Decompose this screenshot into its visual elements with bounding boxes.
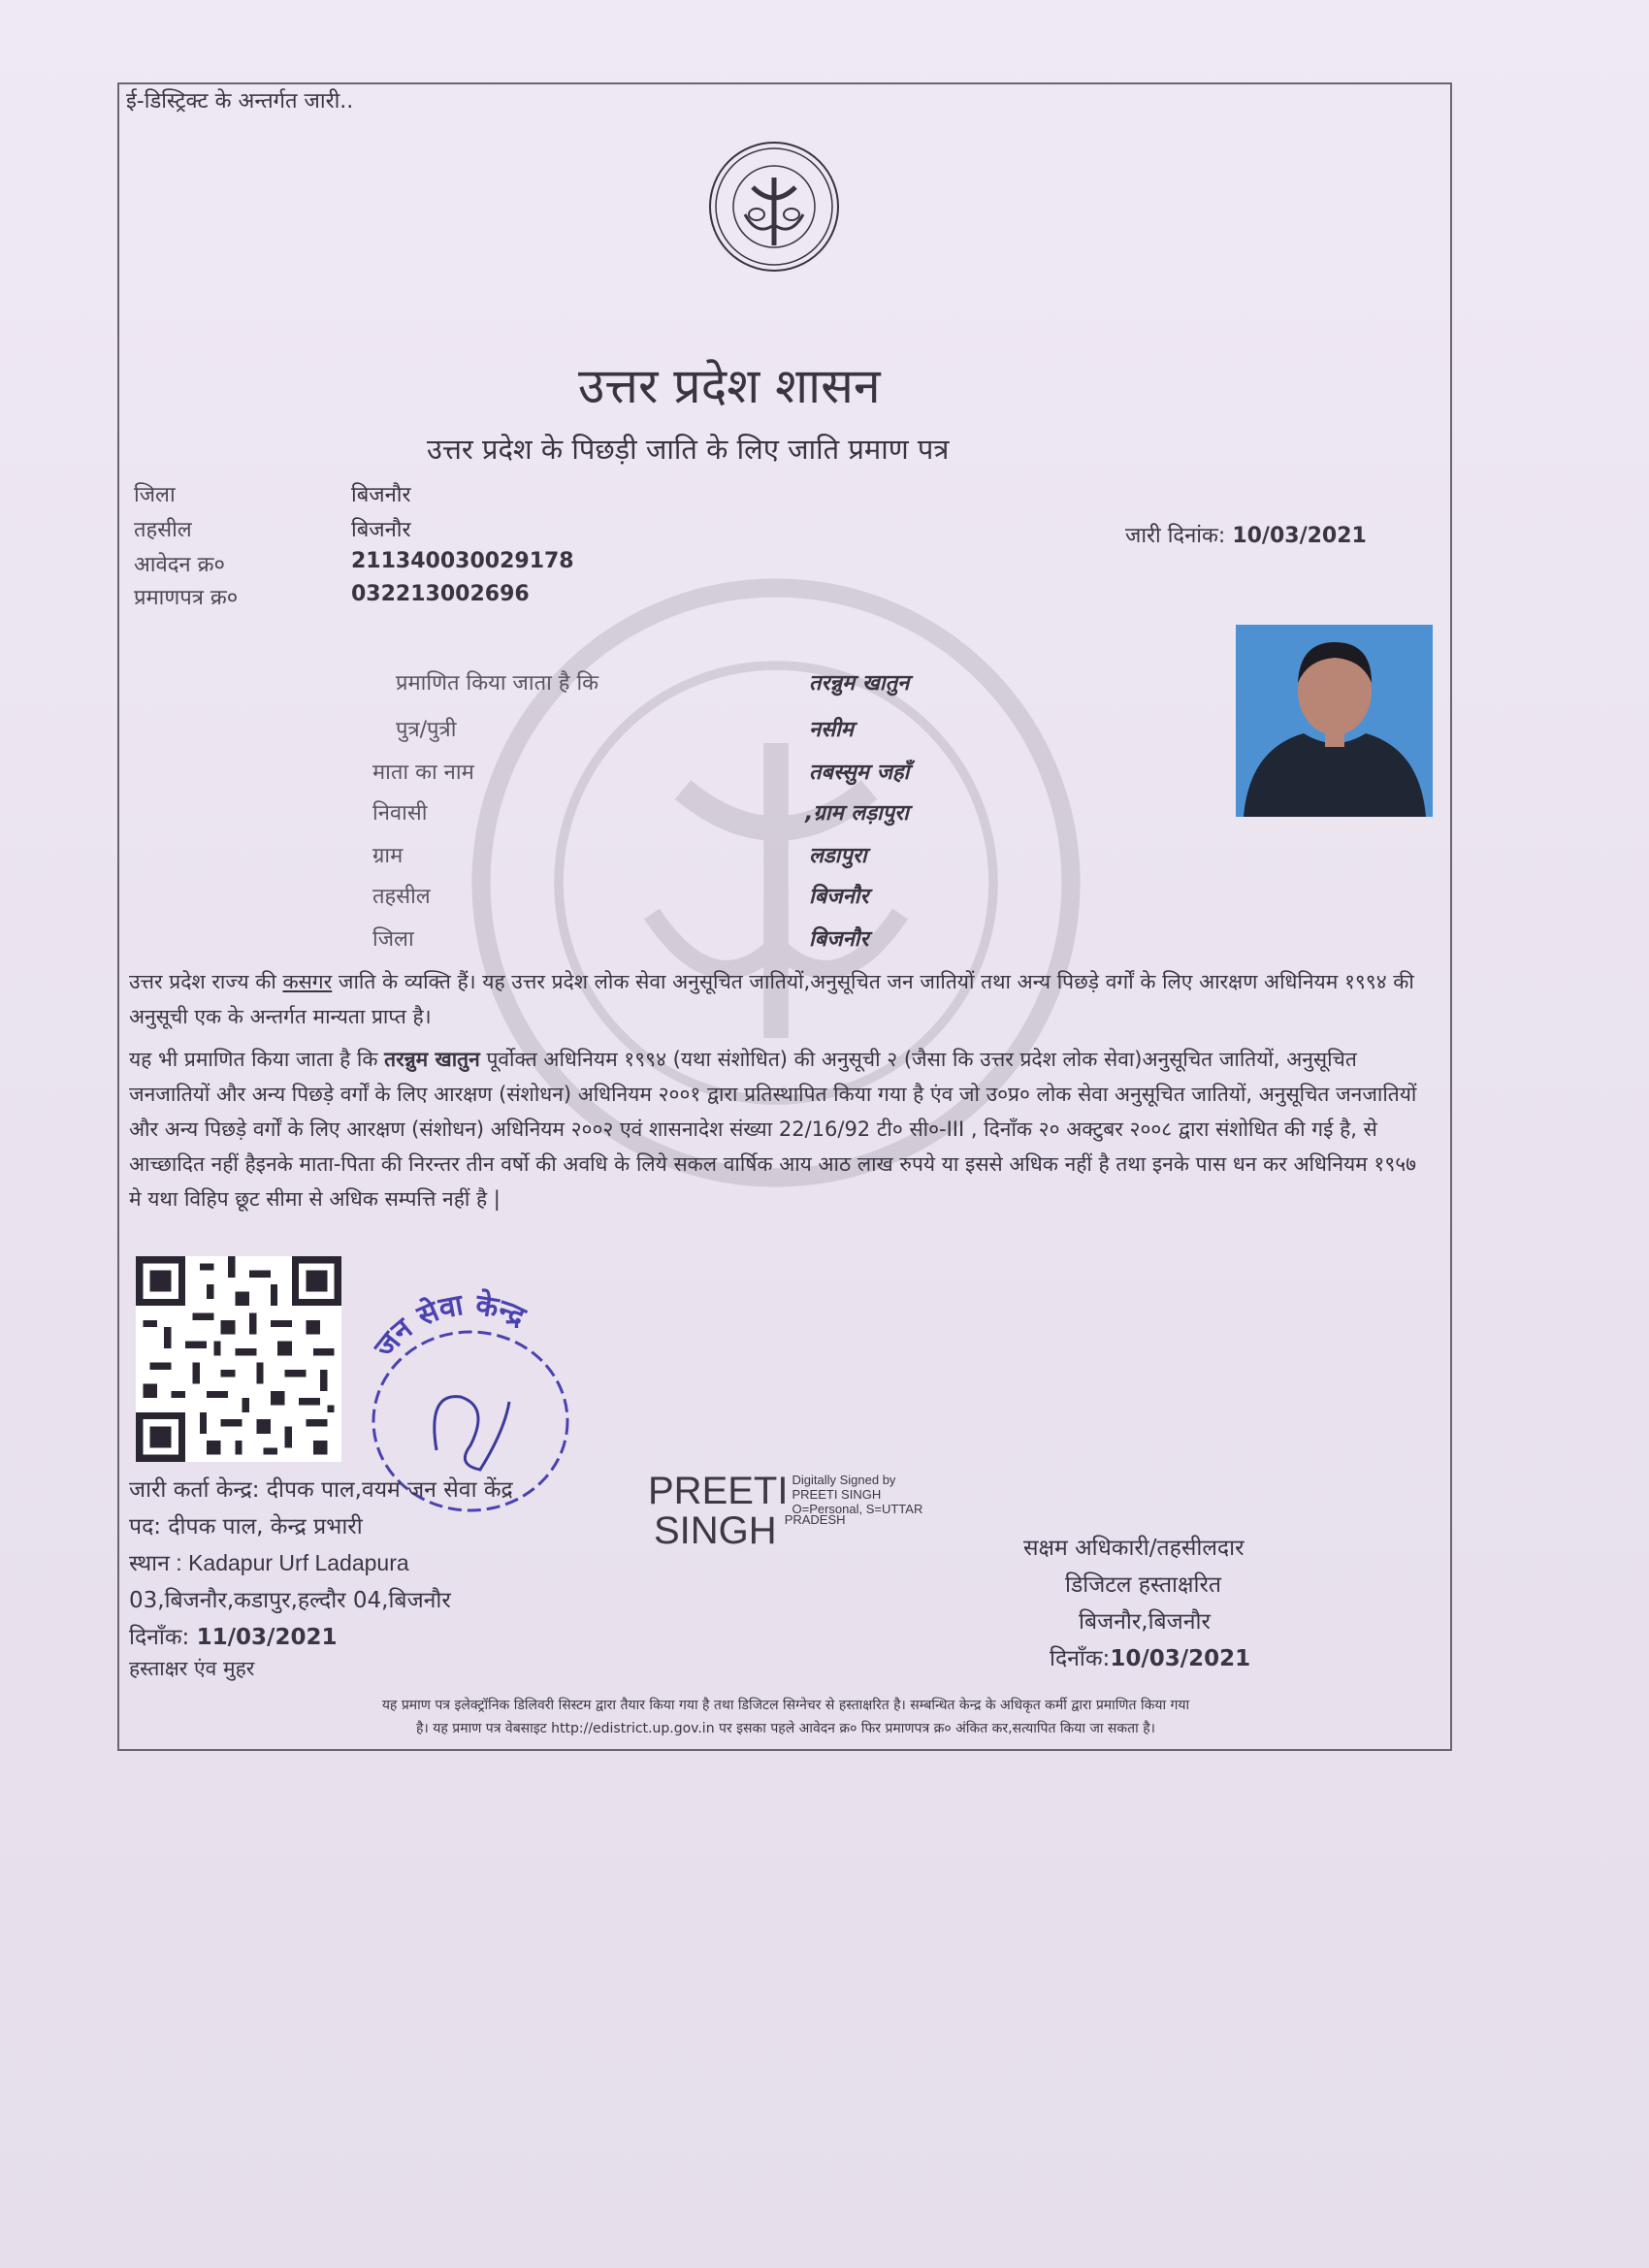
detail-value: ,ग्राम लड़ापुरा (805, 801, 909, 826)
qr-code (136, 1256, 341, 1462)
tehsil-label: तहसील (134, 518, 192, 542)
issue-date-label: जारी दिनांक: (1125, 524, 1226, 548)
applicant-name: तरन्नुम खातुन (384, 1048, 480, 1071)
detail-label: प्रमाणित किया जाता है कि (396, 671, 599, 696)
detail-label: निवासी (372, 801, 428, 826)
seal-label: हस्ताक्षर एंव मुहर (129, 1657, 255, 1680)
paragraph-text: जाति के व्यक्ति हैं। यह उत्तर प्रदेश लोक सेवा अनुसूचित जातियों,अनुसूचित जन जातियों तथा अन्य पिछड़े वर्गों के लिए आरक्षण अधिनियम १९९४ की अनुसूची एक के अन्तर्गत मान्यता प्राप्त है। (129, 970, 1414, 1028)
issued-under-text: ई-डिस्ट्रिक्ट के अन्तर्गत जारी.. (126, 89, 354, 113)
footer-note (136, 1694, 1436, 1740)
issue-date (1125, 520, 1367, 549)
paragraph-text: यह भी प्रमाणित किया जाता है कि (129, 1048, 385, 1071)
signature-detail: O=Personal, S=UTTAR (792, 1502, 923, 1516)
issuer-address: 03,बिजनौर,कडापुर,हल्दौर 04,बिजनौर (129, 1588, 451, 1613)
paragraph-text: पूर्वोक्त अधिनियम १९९४ (यथा संशोधित) की अनुसूची २ (जैसा कि उत्तर प्रदेश लोक सेवा)अनुसूचित जातियों, अनुसूचित जनजातियों और अन्य पिछड़े वर्गों के लिए आरक्षण (संशोधन) अधिनियम २००१ द्वारा प्रतिस्थापित किया गया है एंव जो उ०प्र० लोक सेवा अनुसूचित जातियों, अनुसूचित जनजातियों और अन्य पिछड़े वर्गों के लिए आरक्षण (संशोधन) अधिनियम २००२ एवं शासनादेश संख्या 22/16/92 टी० सी०-III , दिनाँक २० अक्टुबर २००८ द्वारा संशोधित की गई है, से आच्छादित नहीं हैइनके माता-पिता की निरन्तर तीन वर्षो की अवधि के लिये सकल वार्षिक आय आठ लाख रुपये या इससे अधिक नहीं है तथा इनके पास धन कर अधिनियम १९५७ मे यथा विहिप छूट सीमा से अधिक सम्पत्ति नहीं है | (129, 1048, 1417, 1211)
detail-value: लडापुरा (809, 844, 867, 868)
detail-value: बिजनौर (809, 927, 869, 952)
footer-line: यह प्रमाण पत्र इलेक्ट्रॉनिक डिलिवरी सिस्टम द्वारा तैयार किया गया है तथा डिजिटल सिग्नेचर से हस्ताक्षरित है। सम्बन्धित केन्द्र के अधिकृत कर्मी द्वारा प्रमाणित किया गया (381, 1698, 1190, 1713)
detail-value: तबस्सुम जहाँ (809, 761, 910, 785)
issuer-date-value: 11/03/2021 (196, 1625, 338, 1650)
svg-text:जन सेवा केन्द्र (367, 1287, 531, 1365)
authority-place: बिजनौर,बिजनौर (1079, 1609, 1211, 1635)
caste-name: कसगर (282, 970, 333, 993)
detail-value: तरन्नुम खातुन (809, 671, 910, 696)
authority-date-value: 10/03/2021 (1110, 1646, 1251, 1671)
state-emblem-icon (706, 139, 842, 275)
detail-label: माता का नाम (372, 761, 474, 785)
detail-label: ग्राम (372, 844, 404, 868)
detail-label: जिला (372, 927, 414, 952)
authority-date-label: दिनाँक: (1050, 1646, 1111, 1671)
certificate-number-label: प्रमाणपत्र क्र० (134, 586, 239, 610)
issuer-date-label: दिनाँक: (129, 1625, 190, 1650)
application-label: आवेदन क्र० (134, 553, 225, 577)
certification-paragraph (129, 1042, 1429, 1216)
application-number: 211340030029178 (351, 549, 574, 573)
signer-name-line1: PREETI (648, 1470, 789, 1512)
district-value: बिजनौर (351, 483, 411, 507)
digital-signature (648, 1469, 922, 1553)
detail-value: नसीम (809, 718, 854, 742)
authority-date (1050, 1641, 1250, 1672)
footer-line: है। यह प्रमाण पत्र वेबसाइट http://edistrict.up.gov.in पर इसका पहले आवेदन क्र० फिर प्रमाणपत्र क्र० अंकित कर,सत्यापित किया जा सकता है। (416, 1721, 1155, 1736)
issuer-date (129, 1620, 337, 1651)
authority-signed: डिजिटल हस्ताक्षरित (1065, 1572, 1221, 1598)
applicant-photo (1236, 625, 1433, 817)
stamp-text: जन सेवा केन्द्र (368, 1287, 531, 1365)
tehsil-value: बिजनौर (351, 518, 411, 542)
issuer-center: जारी कर्ता केन्द्र: दीपक पाल,वयम जन सेवा केंद्र (129, 1477, 513, 1503)
govt-title: उत्तर प्रदेश शासन (578, 358, 881, 414)
issuer-post: पद: दीपक पाल, केन्द्र प्रभारी (129, 1514, 363, 1539)
issue-date-value: 10/03/2021 (1232, 524, 1367, 548)
detail-value: बिजनौर (809, 885, 869, 909)
certificate-number: 032213002696 (351, 582, 530, 606)
signature-detail: PRADESH (784, 1512, 846, 1527)
authority-title: सक्षम अधिकारी/तहसीलदार (1023, 1536, 1245, 1561)
district-label: जिला (134, 483, 176, 507)
signer-name-line2: SINGH (654, 1509, 777, 1552)
caste-paragraph (129, 964, 1429, 1034)
detail-label: पुत्र/पुत्री (396, 718, 457, 742)
signature-detail: PREETI SINGH (792, 1487, 882, 1502)
signature-detail: Digitally Signed by (792, 1473, 896, 1487)
certificate-title: उत्तर प्रदेश के पिछड़ी जाति के लिए जाति प्रमाण पत्र (427, 433, 950, 466)
issuer-place: स्थान : Kadapur Urf Ladapura (129, 1550, 409, 1575)
paragraph-text: उत्तर प्रदेश राज्य की (129, 970, 283, 993)
detail-label: तहसील (372, 885, 431, 909)
